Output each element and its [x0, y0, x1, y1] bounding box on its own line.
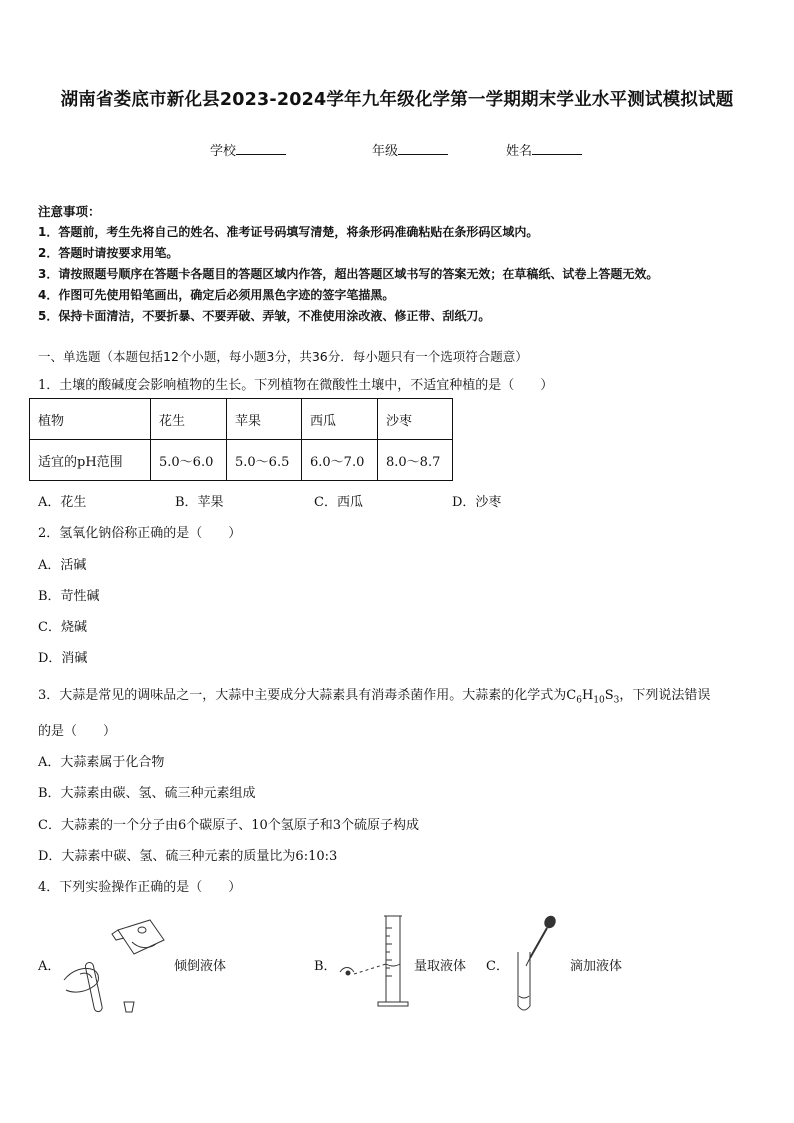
q1-option-b[interactable]: B．苹果 [175, 495, 224, 510]
table-header-row [30, 399, 453, 440]
page-title: 湖南省娄底市新化县2023-2024学年九年级化学第一学期期末学业水平测试模拟试题 [60, 90, 734, 110]
note-item: 3．请按照题号顺序在答题卡各题目的答题区域内作答，超出答题区域书写的答案无效；在草稿纸、试卷上答题无效。 [38, 267, 659, 281]
note-item: 1．答题前，考生先将自己的姓名、准考证号码填写清楚，将条形码准确粘贴在条形码区域内。 [38, 225, 539, 239]
q2-option-c[interactable]: C．烧碱 [38, 620, 87, 635]
subscript: 3 [613, 695, 620, 706]
school-label: 学校 [210, 144, 237, 159]
table-cell: 8.0～8.7 [378, 440, 453, 481]
section-heading: 一、单选题（本题包括12个小题，每小题3分，共36分．每小题只有一个选项符合题意） [38, 349, 528, 364]
table-cell: 沙枣 [378, 399, 453, 440]
grade-field [372, 140, 448, 159]
question-1-stem: 1．土壤的酸碱度会影响植物的生长。下列植物在微酸性土壤中，不适宜种植的是（ ） [38, 378, 554, 393]
question-3-stem [38, 684, 710, 706]
school-field [210, 140, 286, 159]
q2-option-a[interactable]: A．活碱 [38, 558, 87, 573]
q3-option-d[interactable]: D．大蒜素中碳、氢、硫三种元素的质量比为6:10:3 [38, 849, 338, 864]
question-3-stem-cont: 的是（ ） [38, 724, 117, 739]
table-cell: 植物 [30, 399, 151, 440]
element-s: S [604, 688, 614, 703]
q2-option-d[interactable]: D．消碱 [38, 651, 88, 666]
note-item: 4．作图可先使用铅笔画出，确定后必须用黑色字迹的签字笔描黑。 [38, 288, 395, 302]
notes-heading: 注意事项： [38, 204, 101, 219]
table-cell: 5.0～6.5 [227, 440, 302, 481]
school-blank [236, 142, 286, 155]
chemical-formula [566, 688, 620, 706]
q1-option-d[interactable]: D．沙枣 [452, 495, 502, 510]
table-cell: 花生 [151, 399, 227, 440]
question-2-stem: 2．氢氧化钠俗称正确的是（ ） [38, 526, 242, 541]
note-item: 5．保持卡面清洁，不要折暴、不要弄破、弄皱，不准使用涂改液、修正带、刮纸刀。 [38, 309, 491, 323]
table-cell: 西瓜 [302, 399, 378, 440]
table-cell: 5.0～6.0 [151, 440, 227, 481]
subscript: 10 [593, 695, 605, 706]
table-cell: 6.0～7.0 [302, 440, 378, 481]
element-h: H [581, 688, 594, 703]
table-row [30, 440, 453, 481]
q1-option-c[interactable]: C．西瓜 [314, 495, 363, 510]
grade-blank [398, 142, 448, 155]
q4-option-b-caption: 量取液体 [414, 959, 467, 974]
pouring-liquid-illustration [60, 918, 172, 1018]
table-cell: 苹果 [227, 399, 302, 440]
name-blank [532, 142, 582, 155]
element-c: C [566, 688, 577, 703]
q3-stem-tail: ，下列说法错误 [619, 688, 711, 703]
q3-stem-text: 3．大蒜是常见的调味品之一，大蒜中主要成分大蒜素具有消毒杀菌作用。大蒜素的化学式为 [38, 688, 567, 703]
subscript: 6 [576, 695, 582, 706]
q3-option-b[interactable]: B．大蒜素由碳、氢、硫三种元素组成 [38, 786, 256, 801]
name-field [506, 140, 582, 159]
question-4-stem: 4．下列实验操作正确的是（ ） [38, 880, 242, 895]
q4-option-a-letter[interactable]: A． [38, 959, 61, 974]
note-item: 2．答题时请按要求用笔。 [38, 246, 179, 260]
dropper-illustration [510, 914, 560, 1016]
q4-option-b-letter[interactable]: B． [314, 959, 337, 974]
q1-option-a[interactable]: A．花生 [38, 495, 87, 510]
grade-label: 年级 [372, 144, 399, 159]
name-label: 姓名 [506, 144, 533, 159]
q3-option-c[interactable]: C．大蒜素的一个分子由6个碳原子、10个氢原子和3个硫原子构成 [38, 818, 420, 833]
graduated-cylinder-illustration [338, 914, 418, 1012]
q2-option-b[interactable]: B．苛性碱 [38, 589, 100, 604]
ph-table [29, 398, 453, 481]
table-cell: 适宜的pH范围 [30, 440, 151, 481]
q4-option-a-caption: 倾倒液体 [174, 959, 227, 974]
q4-option-c-letter[interactable]: C． [486, 959, 509, 974]
q3-option-a[interactable]: A．大蒜素属于化合物 [38, 755, 165, 770]
q4-option-c-caption: 滴加液体 [570, 959, 623, 974]
